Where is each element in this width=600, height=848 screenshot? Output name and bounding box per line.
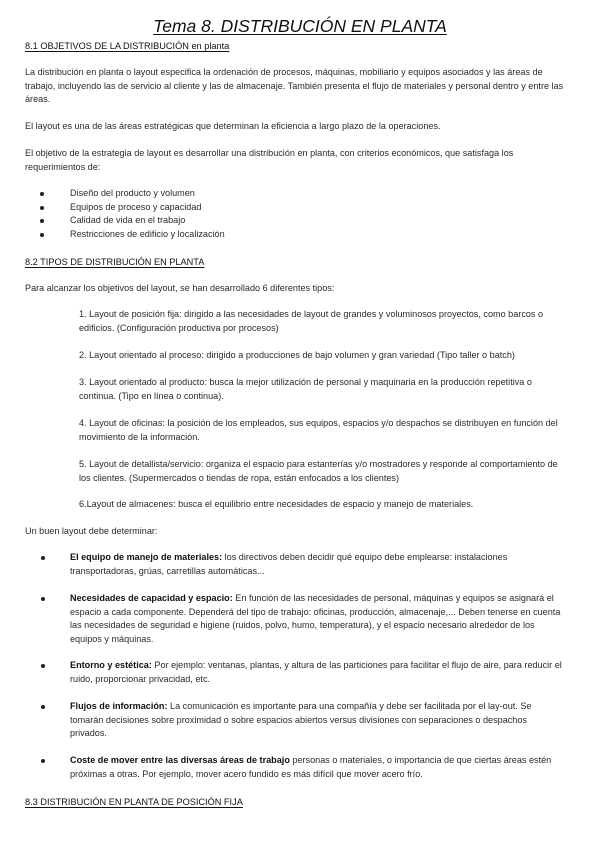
layout-type-item: 6.Layout de almacenes: busca el equilibrio entre necesidades de espacio y manejo de materiales. [79,499,474,509]
bullet-icon [41,597,45,601]
bullet-icon [41,664,45,668]
paragraph-estrategico: El layout es una de las áreas estratégicas que determinan la eficiencia a largo plazo de la operaciones. [25,121,441,131]
section-heading-posicion-fija: 8.3 DISTRIBUCIÓN EN PLANTA DE POSICIÓN FIJA [25,797,243,807]
bullet-icon [41,556,45,560]
paragraph-objetivo: El objetivo de la estrategia de layout es desarrollar una distribución en planta, con criterios económicos, que satisfaga los requerimientos de: [25,148,514,172]
bullet-icon [41,705,45,709]
bullet-icon [40,219,44,223]
layout-type-item: 1. Layout de posición fija: dirigido a las necesidades de layout de grandes y voluminosos proyectos, como barcos o edificios. (Configuración productiva por procesos) [79,309,544,333]
bullet-icon [40,206,44,210]
bullet-icon [41,759,45,763]
layout-type-item: 4. Layout de oficinas: la posición de los empleados, sus equipos, espacios y/o despachos se distribuyen en función del movimiento de la información. [79,418,558,442]
bullet-icon [40,192,44,196]
section-heading-tipos: 8.2 TIPOS DE DISTRIBUCIÓN EN PLANTA [25,257,205,267]
paragraph-buen-layout: Un buen layout debe determinar: [25,526,158,536]
section-heading-objetivos: 8.1 OBJETIVOS DE LA DISTRIBUCIÓN en planta [25,41,230,51]
page-title: Tema 8. DISTRIBUCIÓN EN PLANTA [153,16,447,36]
paragraph-intro-tipos: Para alcanzar los objetivos del layout, se han desarrollado 6 diferentes tipos: [25,283,335,293]
paragraph-definicion: La distribución en planta o layout especifica la ordenación de procesos, máquinas, mobiliario y equipos asociados y las áreas de trabajo, incluyendo las de servicio al cliente y las de almacenaje. También presenta el flujo de materiales y personal dentro y entre las áreas. [25,67,564,104]
bullet-icon [40,233,44,237]
layout-type-item: 2. Layout orientado al proceso: dirigido a producciones de bajo volumen y gran variedad (Tipo taller o batch) [79,350,515,360]
layout-type-item: 3. Layout orientado al producto: busca la mejor utilización de personal y maquinaria en la producción repetitiva o continua. (Tipo en línea o continua). [79,377,532,401]
layout-type-item: 5. Layout de detallista/servicio: organiza el espacio para estanterías y/o mostradores y responde al comportamiento de los clientes. (Supermercados o tiendas de ropa, están enfocados a los clientes) [79,459,558,483]
